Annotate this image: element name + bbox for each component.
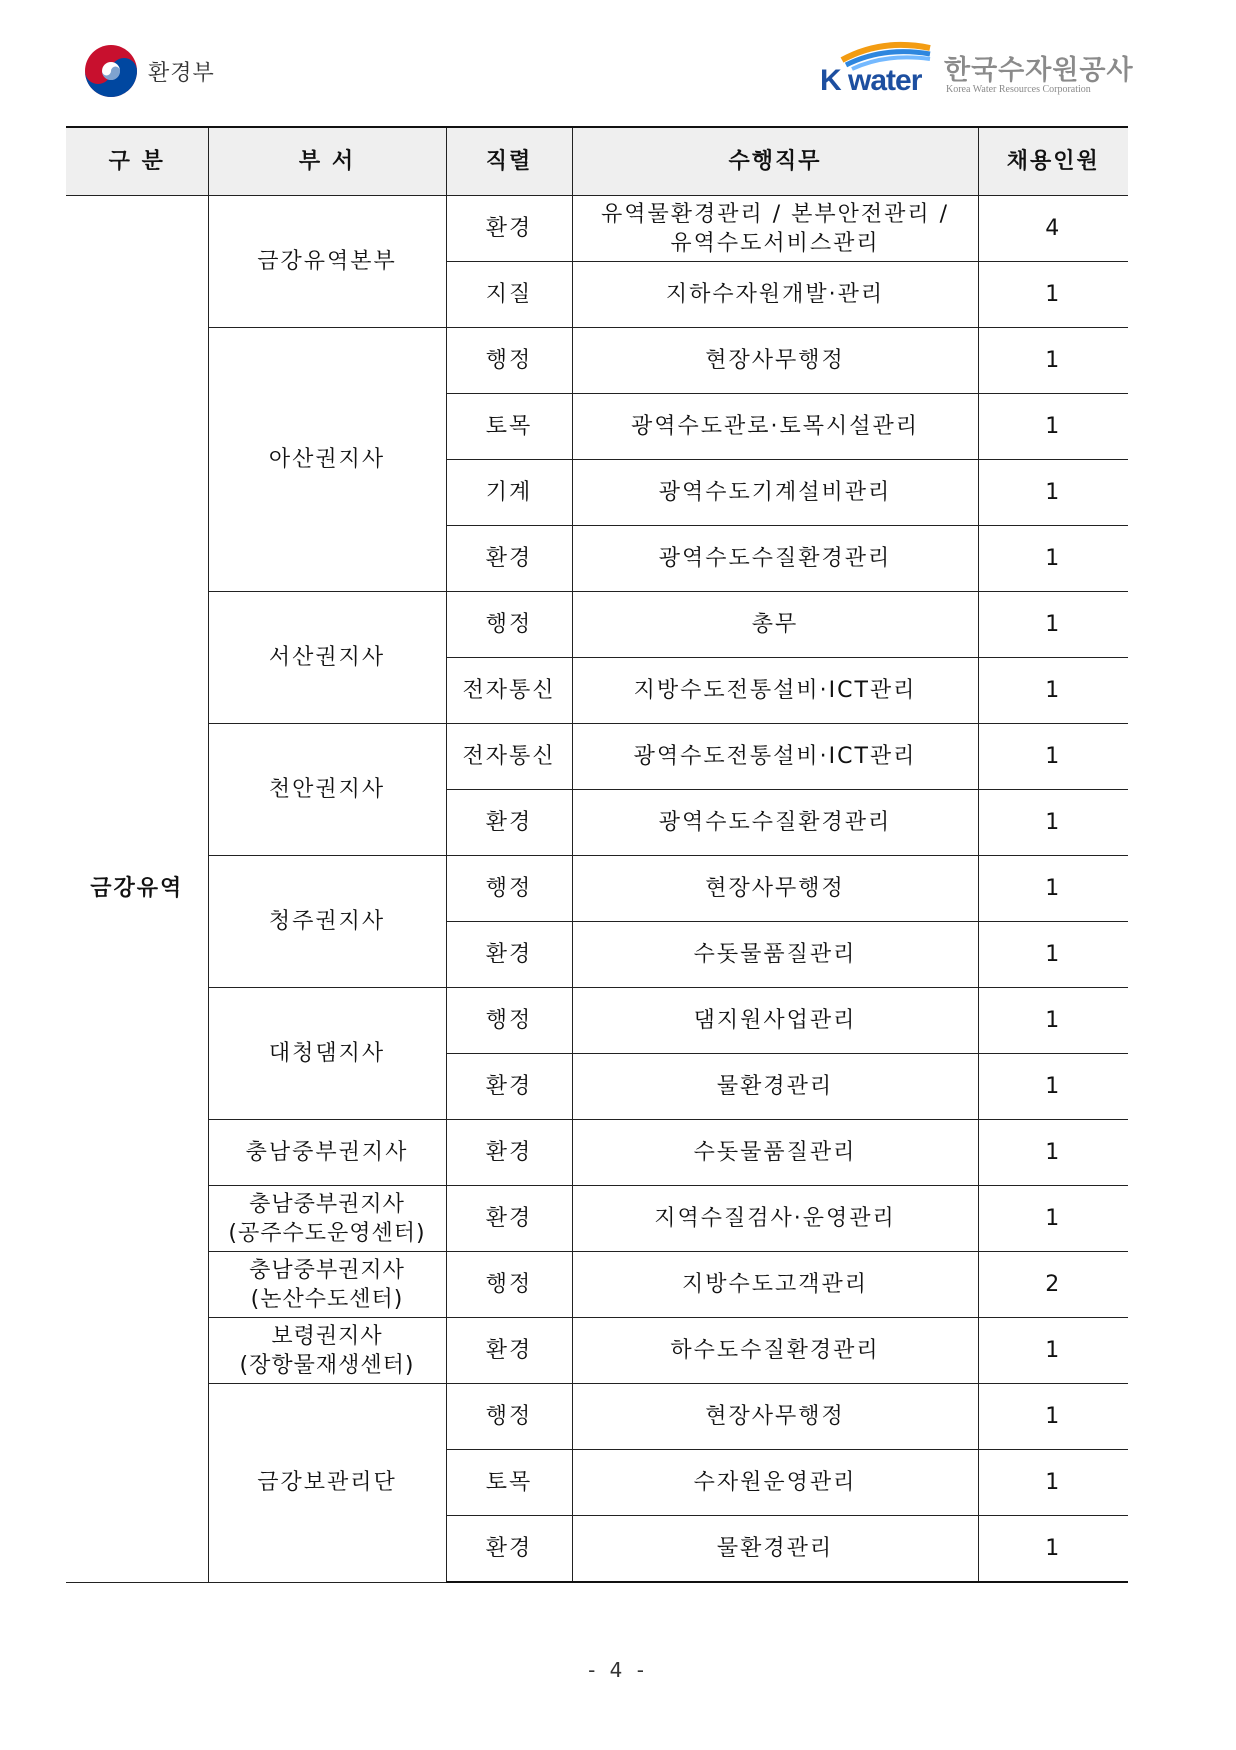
table-row [66, 1384, 1128, 1450]
department-cell: 금강보관리단 [208, 1384, 446, 1583]
page-header [0, 0, 1236, 120]
department-line: (논산수도센터) [250, 1286, 404, 1312]
department-line: 보령권지사 [271, 1323, 383, 1349]
header-department: 부 서 [208, 127, 446, 196]
job-type-cell: 환경 [446, 1054, 572, 1120]
table-row [66, 1186, 1128, 1252]
table-row [66, 328, 1128, 394]
hires-cell: 1 [978, 856, 1128, 922]
department-cell: 천안권지사 [208, 724, 446, 856]
hires-cell: 1 [978, 328, 1128, 394]
department-line: (장항물재생센터) [239, 1352, 415, 1378]
department-line: (공주수도운영센터) [228, 1220, 426, 1246]
job-type-cell: 환경 [446, 922, 572, 988]
hires-cell: 2 [978, 1252, 1128, 1318]
table-row [66, 724, 1128, 790]
duties-cell: 광역수도수질환경관리 [572, 526, 978, 592]
taegeuk-emblem-icon [84, 44, 138, 98]
duties-cell: 수돗물품질관리 [572, 1120, 978, 1186]
duties-cell [572, 196, 978, 262]
hires-cell: 1 [978, 724, 1128, 790]
hires-cell: 1 [978, 1054, 1128, 1120]
job-type-cell: 환경 [446, 526, 572, 592]
job-type-cell: 행정 [446, 1252, 572, 1318]
hires-cell: 1 [978, 460, 1128, 526]
department-cell [208, 1318, 446, 1384]
job-type-cell: 행정 [446, 328, 572, 394]
duties-cell: 광역수도수질환경관리 [572, 790, 978, 856]
duties-cell: 하수도수질환경관리 [572, 1318, 978, 1384]
job-type-cell: 행정 [446, 1384, 572, 1450]
department-cell [208, 1186, 446, 1252]
table-row [66, 1318, 1128, 1384]
duties-cell: 총무 [572, 592, 978, 658]
duties-cell: 지역수질검사·운영관리 [572, 1186, 978, 1252]
department-cell: 대청댐지사 [208, 988, 446, 1120]
hires-cell: 1 [978, 1450, 1128, 1516]
job-type-cell: 행정 [446, 856, 572, 922]
department-cell: 충남중부권지사 [208, 1120, 446, 1186]
duties-cell: 지방수도전통설비·ICT관리 [572, 658, 978, 724]
hires-cell: 4 [978, 196, 1128, 262]
duties-line: 유역물환경관리 / 본부안전관리 / [600, 201, 950, 227]
duties-cell: 수자원운영관리 [572, 1450, 978, 1516]
job-type-cell: 환경 [446, 790, 572, 856]
region-cell: 금강유역 [66, 196, 208, 1583]
table-header-row [66, 127, 1128, 196]
table-row [66, 196, 1128, 262]
table-row [66, 856, 1128, 922]
duties-cell: 광역수도전통설비·ICT관리 [572, 724, 978, 790]
department-line: 충남중부권지사 [249, 1257, 405, 1283]
duties-line: 유역수도서비스관리 [670, 230, 880, 256]
job-type-cell: 행정 [446, 988, 572, 1054]
hires-cell: 1 [978, 262, 1128, 328]
table-row [66, 1252, 1128, 1318]
header-hires: 채용인원 [978, 127, 1128, 196]
duties-cell: 현장사무행정 [572, 328, 978, 394]
table-row [66, 988, 1128, 1054]
duties-cell: 물환경관리 [572, 1054, 978, 1120]
hires-cell: 1 [978, 1516, 1128, 1583]
hires-cell: 1 [978, 1120, 1128, 1186]
job-type-cell: 행정 [446, 592, 572, 658]
hires-cell: 1 [978, 1318, 1128, 1384]
job-type-cell: 토목 [446, 394, 572, 460]
hires-cell: 1 [978, 526, 1128, 592]
kwater-english-name: Korea Water Resources Corporation [946, 84, 1091, 95]
duties-cell: 지하수자원개발·관리 [572, 262, 978, 328]
duties-cell: 수돗물품질관리 [572, 922, 978, 988]
job-type-cell: 지질 [446, 262, 572, 328]
department-cell: 아산권지사 [208, 328, 446, 592]
job-type-cell: 환경 [446, 1120, 572, 1186]
duties-cell: 물환경관리 [572, 1516, 978, 1583]
duties-cell: 댐지원사업관리 [572, 988, 978, 1054]
job-type-cell: 토목 [446, 1450, 572, 1516]
duties-cell: 광역수도관로·토목시설관리 [572, 394, 978, 460]
ministry-name: 환경부 [148, 61, 215, 86]
department-line: 충남중부권지사 [249, 1191, 405, 1217]
duties-cell: 지방수도고객관리 [572, 1252, 978, 1318]
hires-cell: 1 [978, 394, 1128, 460]
job-type-cell: 전자통신 [446, 658, 572, 724]
job-type-cell: 전자통신 [446, 724, 572, 790]
hires-cell: 1 [978, 1384, 1128, 1450]
duties-cell: 현장사무행정 [572, 1384, 978, 1450]
hires-cell: 1 [978, 922, 1128, 988]
department-cell: 서산권지사 [208, 592, 446, 724]
table-row [66, 592, 1128, 658]
hires-cell: 1 [978, 658, 1128, 724]
recruitment-table [66, 126, 1128, 1583]
hires-cell: 1 [978, 592, 1128, 658]
job-type-cell: 환경 [446, 196, 572, 262]
hires-cell: 1 [978, 988, 1128, 1054]
page-number: - 4 - [588, 1658, 648, 1682]
department-cell: 금강유역본부 [208, 196, 446, 328]
hires-cell: 1 [978, 1186, 1128, 1252]
header-job-type: 직렬 [446, 127, 572, 196]
duties-cell: 광역수도기계설비관리 [572, 460, 978, 526]
job-type-cell: 환경 [446, 1516, 572, 1583]
duties-cell: 현장사무행정 [572, 856, 978, 922]
header-duties: 수행직무 [572, 127, 978, 196]
kwater-korean-name: 한국수자원공사 [944, 55, 1134, 86]
kwater-brand: K water [820, 64, 922, 97]
department-cell [208, 1252, 446, 1318]
department-cell: 청주권지사 [208, 856, 446, 988]
table-row [66, 1120, 1128, 1186]
job-type-cell: 기계 [446, 460, 572, 526]
hires-cell: 1 [978, 790, 1128, 856]
job-type-cell: 환경 [446, 1186, 572, 1252]
job-type-cell: 환경 [446, 1318, 572, 1384]
header-category: 구 분 [66, 127, 208, 196]
